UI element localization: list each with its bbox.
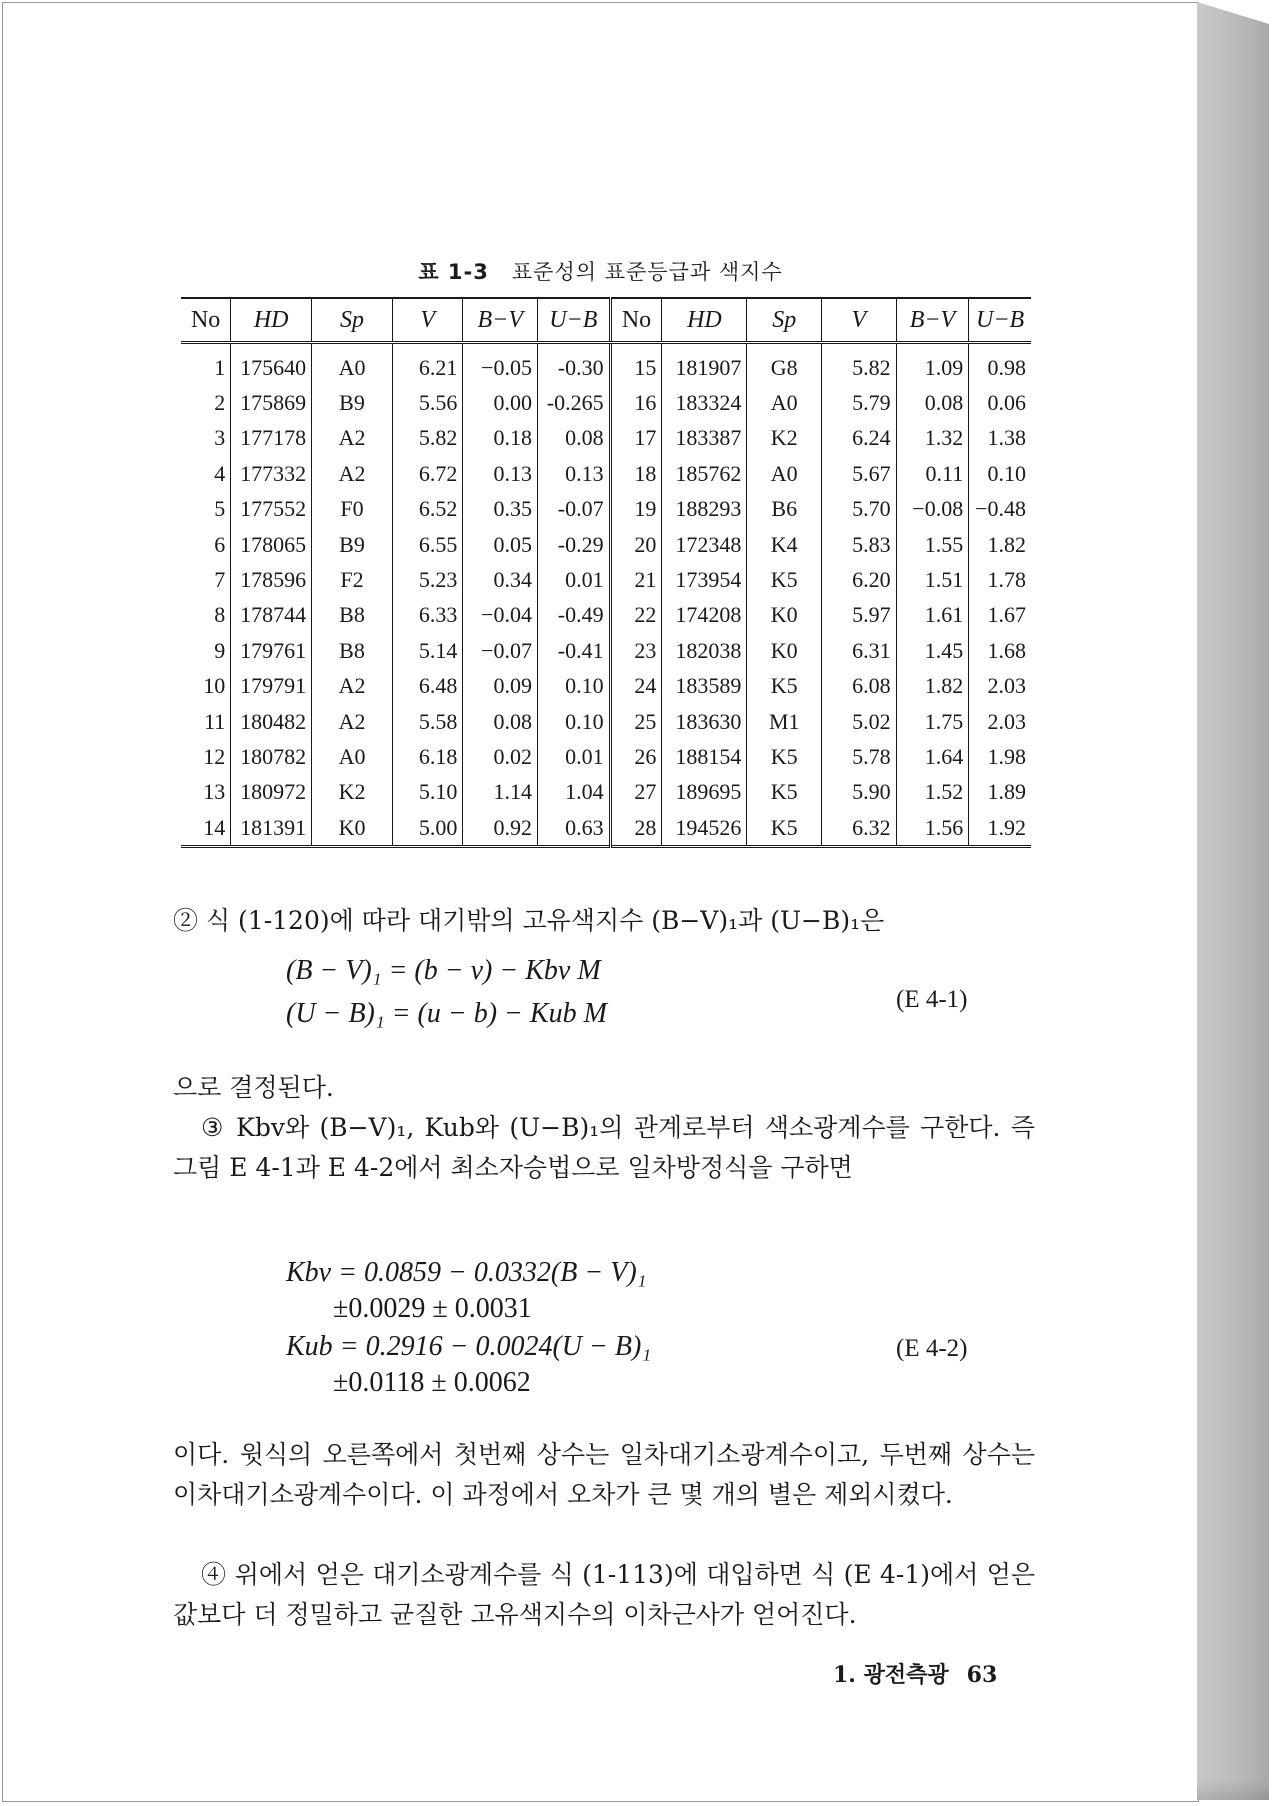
cell-ub: 0.01 [538,739,611,774]
cell-ub: -0.29 [538,527,611,562]
cell-no: 3 [214,425,226,451]
cell-bv: 1.56 [896,810,969,847]
cell-bv: 1.55 [896,527,969,562]
cell-no: 2 [214,390,226,416]
cell-sp: M1 [747,704,822,739]
cell-bv: 1.75 [896,704,969,739]
cell-sp: K5 [747,739,822,774]
book-edge-shadow [1197,1780,1269,1800]
cell-bv: 1.09 [896,343,969,386]
page-footer [833,1658,997,1689]
cell-hd: 175869 [231,385,312,420]
cell-sp: F0 [312,492,393,527]
cell-sp: A0 [312,343,393,386]
cell-sp: K5 [747,775,822,810]
cell-bv: 1.14 [463,775,538,810]
cell-hd: 177178 [231,421,312,456]
cell-bv: −0.08 [896,492,969,527]
col-header-bv: B−V [896,298,969,343]
cell-no: 24 [610,669,662,704]
cell-ub: 1.38 [969,421,1031,456]
cell-bv: 1.45 [896,633,969,668]
cell-v: 5.78 [822,739,897,774]
cell-v: 5.10 [392,775,462,810]
cell-sp: K0 [747,633,822,668]
cell-sp: A0 [747,456,822,491]
table-row [181,562,1031,597]
cell-bv: 0.05 [463,527,538,562]
cell-ub: 1.67 [969,598,1031,633]
table-row [181,527,1031,562]
cell-ub: 2.03 [969,704,1031,739]
table-row [181,421,1031,456]
cell-hd: 183630 [662,704,747,739]
cell-hd: 177332 [231,456,312,491]
cell-no: 14 [203,814,226,840]
table-row [181,456,1031,491]
cell-bv: 0.09 [463,669,538,704]
cell-hd: 180972 [231,775,312,810]
cell-ub: 0.98 [969,343,1031,386]
cell-ub: 1.68 [969,633,1031,668]
cell-ub: 0.10 [538,704,611,739]
cell-v: 6.48 [392,669,462,704]
cell-ub: 1.98 [969,739,1031,774]
cell-no: 4 [214,460,226,486]
cell-v: 5.67 [822,456,897,491]
cell-hd: 174208 [662,598,747,633]
cell-ub: -0.30 [538,343,611,386]
cell-v: 5.82 [392,421,462,456]
cell-hd: 188154 [662,739,747,774]
cell-hd: 189695 [662,775,747,810]
document-page [2,2,1199,1802]
cell-v: 5.00 [392,810,462,847]
cell-v: 6.18 [392,739,462,774]
cell-hd: 178744 [231,598,312,633]
cell-no: 13 [203,779,226,805]
cell-v: 5.90 [822,775,897,810]
cell-v: 5.82 [822,343,897,386]
cell-sp: K5 [747,562,822,597]
equation-label-e4-2: (E 4-2) [896,1335,968,1362]
cell-v: 6.08 [822,669,897,704]
cell-hd: 180782 [231,739,312,774]
cell-hd: 194526 [662,810,747,847]
cell-no: 5 [214,496,226,522]
standard-stars-table [181,297,1031,848]
cell-no: 11 [204,708,226,734]
col-header-no: No [181,298,231,343]
cell-v: 5.83 [822,527,897,562]
cell-sp: A0 [312,739,393,774]
cell-sp: G8 [747,343,822,386]
cell-ub: −0.48 [969,492,1031,527]
cell-no: 9 [214,637,226,663]
cell-v: 5.23 [392,562,462,597]
cell-sp: A2 [312,421,393,456]
cell-ub: 1.89 [969,775,1031,810]
cell-hd: 183324 [662,385,747,420]
cell-no: 20 [610,527,662,562]
cell-ub: 1.78 [969,562,1031,597]
page-number: 63 [966,1662,998,1688]
cell-bv: 1.52 [896,775,969,810]
table-caption [3,256,1198,286]
cell-no: 25 [610,704,662,739]
cell-v: 6.72 [392,456,462,491]
cell-bv: 0.34 [463,562,538,597]
cell-v: 6.32 [822,810,897,847]
cell-hd: 179761 [231,633,312,668]
cell-ub: 0.08 [538,421,611,456]
cell-no: 7 [214,567,226,593]
cell-no: 26 [610,739,662,774]
determined-text: 으로 결정된다. [173,1073,334,1102]
cell-sp: A2 [312,456,393,491]
cell-no: 17 [610,421,662,456]
cell-v: 6.20 [822,562,897,597]
cell-sp: K0 [747,598,822,633]
table-row [181,598,1031,633]
cell-no: 23 [610,633,662,668]
col-header-v: V [392,298,462,343]
cell-bv: 0.08 [463,704,538,739]
cell-bv: 0.00 [463,385,538,420]
cell-bv: 0.35 [463,492,538,527]
cell-v: 6.31 [822,633,897,668]
cell-no: 27 [610,775,662,810]
col-header-ub: U−B [538,298,611,343]
cell-v: 6.55 [392,527,462,562]
table-row [181,633,1031,668]
cell-bv: 1.61 [896,598,969,633]
equation-kbv: Kbv = 0.0859 − 0.0332(B − V)₁ [286,1257,647,1288]
cell-hd: 183589 [662,669,747,704]
step-2-paragraph: ② 식 (1-120)에 따라 대기밖의 고유색지수 (B−V)₁과 (U−B)₁은 [173,906,885,935]
cell-sp: A2 [312,669,393,704]
cell-ub: 1.82 [969,527,1031,562]
cell-hd: 178596 [231,562,312,597]
table-row [181,704,1031,739]
cell-ub: -0.49 [538,598,611,633]
col-header-hd: HD [662,298,747,343]
cell-bv: −0.07 [463,633,538,668]
table-row [181,343,1031,386]
cell-no: 6 [214,531,226,557]
section-title: 1. 광전측광 [833,1662,949,1688]
step-3-paragraph: ③ Kbv와 (B−V)₁, Kub와 (U−B)₁의 관계로부터 색소광계수를 구한다. 즉 그림 E 4-1과 E 4-2에서 최소자승법으로 일차방정식을 구하면 [173,1113,1035,1182]
cell-bv: 1.82 [896,669,969,704]
cell-no: 28 [610,810,662,847]
cell-hd: 185762 [662,456,747,491]
cell-no: 15 [610,343,662,386]
equation-kub-error: ±0.0118 ± 0.0062 [333,1367,531,1398]
step-4-paragraph: ④ 위에서 얻은 대기소광계수를 식 (1-113)에 대입하면 식 (E 4-1)에서 얻은 값보다 더 정밀하고 균질한 고유색지수의 이차근사가 얻어진다. [173,1560,1035,1629]
cell-ub: 1.04 [538,775,611,810]
cell-v: 5.79 [822,385,897,420]
cell-hd: 181391 [231,810,312,847]
cell-ub: -0.07 [538,492,611,527]
cell-v: 5.58 [392,704,462,739]
cell-v: 6.33 [392,598,462,633]
equation-kbv-error: ±0.0029 ± 0.0031 [333,1293,532,1324]
cell-no: 12 [203,743,226,769]
explanation-paragraph: 이다. 윗식의 오른쪽에서 첫번째 상수는 일차대기소광계수이고, 두번째 상수는 이차대기소광계수이다. 이 과정에서 오차가 큰 몇 개의 별은 제외시켰다. [173,1440,1035,1509]
cell-no: 1 [214,354,226,380]
cell-bv: 0.92 [463,810,538,847]
cell-v: 6.21 [392,343,462,386]
cell-sp: F2 [312,562,393,597]
table-row [181,810,1031,847]
table-row [181,385,1031,420]
cell-ub: 0.06 [969,385,1031,420]
cell-v: 5.70 [822,492,897,527]
col-header-ub: U−B [969,298,1031,343]
cell-bv: 0.18 [463,421,538,456]
cell-no: 10 [203,673,226,699]
cell-sp: K2 [312,775,393,810]
col-header-v: V [822,298,897,343]
equation-ub: (U − B)₁ = (u − b) − Kub M [286,998,607,1029]
cell-v: 5.14 [392,633,462,668]
cell-sp: B9 [312,527,393,562]
cell-hd: 181907 [662,343,747,386]
col-header-hd: HD [231,298,312,343]
cell-v: 5.02 [822,704,897,739]
table-header-row [181,298,1031,343]
cell-no: 19 [610,492,662,527]
cell-bv: 0.08 [896,385,969,420]
col-header-sp: Sp [747,298,822,343]
equation-bv: (B − V)₁ = (b − v) − Kbv M [286,955,601,986]
cell-sp: B9 [312,385,393,420]
cell-bv: 1.51 [896,562,969,597]
cell-ub: 0.63 [538,810,611,847]
cell-ub: 1.92 [969,810,1031,847]
cell-ub: 0.10 [538,669,611,704]
cell-v: 5.56 [392,385,462,420]
equation-label-e4-1: (E 4-1) [896,986,968,1013]
table-row [181,492,1031,527]
col-header-bv: B−V [463,298,538,343]
cell-sp: B6 [747,492,822,527]
table-row [181,775,1031,810]
cell-v: 6.24 [822,421,897,456]
cell-hd: 178065 [231,527,312,562]
cell-ub: -0.265 [538,385,611,420]
cell-ub: 0.10 [969,456,1031,491]
equation-kub: Kub = 0.2916 − 0.0024(U − B)₁ [286,1331,652,1362]
cell-sp: K4 [747,527,822,562]
cell-bv: 1.32 [896,421,969,456]
cell-hd: 183387 [662,421,747,456]
table-title: 표준성의 표준등급과 색지수 [511,260,783,284]
cell-sp: K5 [747,669,822,704]
cell-hd: 173954 [662,562,747,597]
cell-ub: 0.13 [538,456,611,491]
cell-v: 6.52 [392,492,462,527]
cell-bv: 0.02 [463,739,538,774]
col-header-sp: Sp [312,298,393,343]
table-row [181,669,1031,704]
cell-hd: 177552 [231,492,312,527]
cell-no: 22 [610,598,662,633]
cell-sp: B8 [312,598,393,633]
cell-bv: 0.11 [896,456,969,491]
cell-sp: A2 [312,704,393,739]
cell-hd: 172348 [662,527,747,562]
cell-no: 8 [214,602,226,628]
cell-hd: 182038 [662,633,747,668]
cell-ub: 2.03 [969,669,1031,704]
cell-v: 5.97 [822,598,897,633]
cell-sp: A0 [747,385,822,420]
table-row [181,739,1031,774]
cell-bv: −0.05 [463,343,538,386]
cell-hd: 188293 [662,492,747,527]
col-header-no: No [610,298,662,343]
book-edge [1197,2,1269,1800]
cell-hd: 175640 [231,343,312,386]
cell-no: 21 [610,562,662,597]
cell-ub: 0.01 [538,562,611,597]
cell-ub: -0.41 [538,633,611,668]
cell-sp: K2 [747,421,822,456]
table-number: 표 1-3 [418,260,489,284]
cell-no: 18 [610,456,662,491]
cell-sp: K0 [312,810,393,847]
cell-hd: 180482 [231,704,312,739]
table-body [181,343,1031,847]
cell-hd: 179791 [231,669,312,704]
cell-sp: B8 [312,633,393,668]
cell-bv: 0.13 [463,456,538,491]
cell-sp: K5 [747,810,822,847]
cell-bv: 1.64 [896,739,969,774]
cell-bv: −0.04 [463,598,538,633]
cell-no: 16 [610,385,662,420]
